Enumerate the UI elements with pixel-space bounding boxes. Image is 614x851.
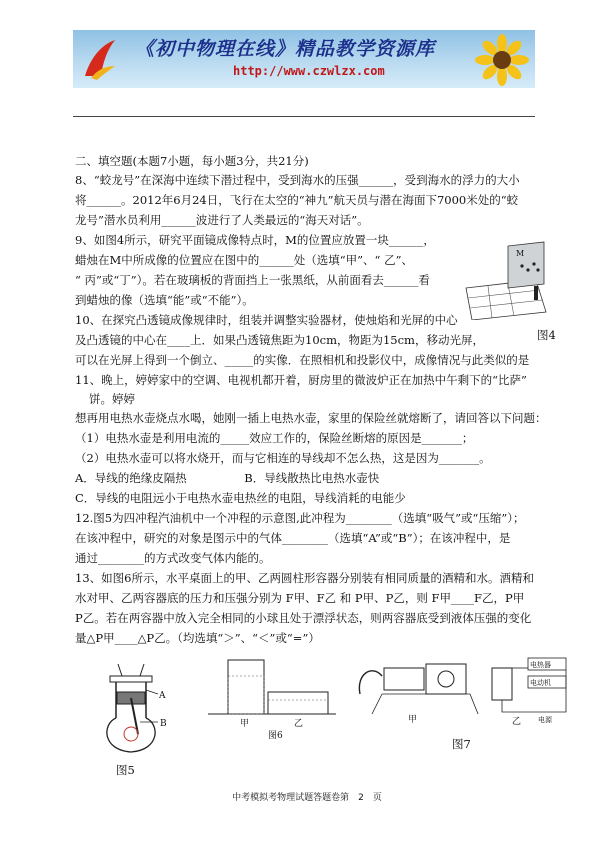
container-yi-label: 乙 [294, 719, 304, 729]
banner-title: 《初中物理在线》精品教学资源库 [135, 38, 436, 60]
q8-line-3: 龙号”潜水员利用______波进行了人类最远的“海天对话”。 [75, 213, 369, 227]
page-footer: 中考模拟考物理试题答题卷第 2 页 [232, 793, 382, 803]
q10-line-1: 10、在探究凸透镜成像规律时，组装并调整实验器材，使烛焰和光屏的中心 [75, 313, 458, 327]
figure-7-caption: 图7 [452, 737, 471, 751]
label-b: B [160, 719, 167, 729]
q13-line-1: 13、如图6所示，水平桌面上的甲、乙两圆柱形容器分别装有相同质量的酒精和水。酒精和 [75, 571, 534, 585]
q9-line-2: 蜡烛在M中所成像的位置应在图中的______处（选填“甲”、“ 乙”、 [75, 253, 413, 267]
logo-icon [81, 36, 119, 82]
q9-line-3: “ 丙”或“丁”）。若在玻璃板的背面挡上一张黑纸，从前面看去______看 [75, 273, 430, 287]
q11-part-2: （2）电热水壶可以将水烧开，而与它相连的导线却不怎么热，这是因为_______。 [75, 451, 491, 465]
q11-line-3: 想再用电热水壶烧点水喝，她刚一插上电热水壶，家里的保险丝就熔断了，请回答以下问题： [75, 411, 547, 425]
q11-option-c: C．导线的电阻远小于电热水壶电热丝的电阻，导线消耗的电能少 [75, 491, 406, 505]
q8-line-1: 8、“蛟龙号”在深海中连续下潜过程中，受到海水的压强______，受到海水的浮力的大小 [75, 173, 520, 187]
box-heater-label: 电热器 [530, 661, 551, 669]
q12-line-1: 12.图5为四冲程汽油机中一个冲程的示意图,此冲程为________（选填“吸气”或“压缩”）； [75, 511, 525, 525]
sunflower-icon [475, 34, 529, 86]
q12-line-2: 在该冲程中，研究的对象是图示中的气体________（选填“A”或“B”）；在该冲程中，是 [75, 531, 511, 545]
box-motor-label: 电动机 [530, 679, 551, 687]
container-jia-label: 甲 [240, 719, 250, 729]
q8-line-2: 将______。2012年6月24日，飞行在太空的“神九”航天员与潜在海面下7000米处的“蛟 [75, 193, 519, 207]
q13-line-2: 水对甲、乙两容器底的压力和压强分别为 F甲、F乙 和 P甲、P乙，则 F甲____F乙，P甲 [75, 591, 525, 605]
q13-line-4: 量△P甲____△P乙。（均选填“＞”、“＜”或“=”） [75, 631, 320, 645]
figure-7-diagram [352, 654, 572, 730]
q12-line-3: 通过________的方式改变气体内能的。 [75, 551, 271, 565]
mirror-label: M [516, 249, 525, 258]
q10-line-3: 可以在光屏上得到一个倒立、_____的实像．在照相机和投影仪中，成像情况与此类似的是 [75, 353, 530, 367]
q11-option-ab: A．导线的绝缘皮隔热 B．导线散热比电热水壶快 [75, 471, 380, 485]
q9-line-4: 到蜡烛的像（选填“能”或“不能”）。 [75, 293, 254, 307]
circuit-yi-label: 乙 [512, 717, 522, 727]
figure-5-diagram [96, 660, 182, 754]
banner-url: http://www.czwlzx.com [233, 64, 385, 78]
q10-line-2: 及凸透镜的中心在____上．如果凸透镜焦距为10cm，物距为15cm，移动光屏， [75, 333, 484, 347]
header-rule [73, 116, 535, 117]
q11-line-1: 11、晚上，婷婷家中的空调、电视机都开着，厨房里的微波炉正在加热中午剩下的“比萨” [75, 373, 527, 387]
figure-4-diagram [458, 240, 548, 320]
figure-6-diagram [208, 654, 338, 732]
label-a: A [159, 691, 166, 701]
figure-5-caption: 图5 [116, 763, 135, 777]
q13-line-3: P乙。若在两容器中放入完全相同的小球且处于漂浮状态，则两容器底受到液体压强的变化 [75, 611, 532, 625]
circuit-jia-label: 甲 [408, 715, 418, 725]
section-heading: 二、填空题(本题7小题，每小题3分，共21分) [75, 154, 309, 168]
figure-6-caption: 图6 [268, 731, 283, 741]
power-source-label: 电源 [538, 716, 552, 724]
q11-part-1: （1）电热水壶是利用电流的_____效应工作的，保险丝断熔的原因是_______； [75, 431, 474, 445]
header-banner [73, 30, 535, 88]
q11-line-2: 饼。婷婷 [89, 392, 135, 406]
figure-4-caption: 图4 [537, 328, 556, 342]
q9-line-1: 9、如图4所示，研究平面镜成像特点时，M的位置应放置一块______， [75, 233, 435, 247]
